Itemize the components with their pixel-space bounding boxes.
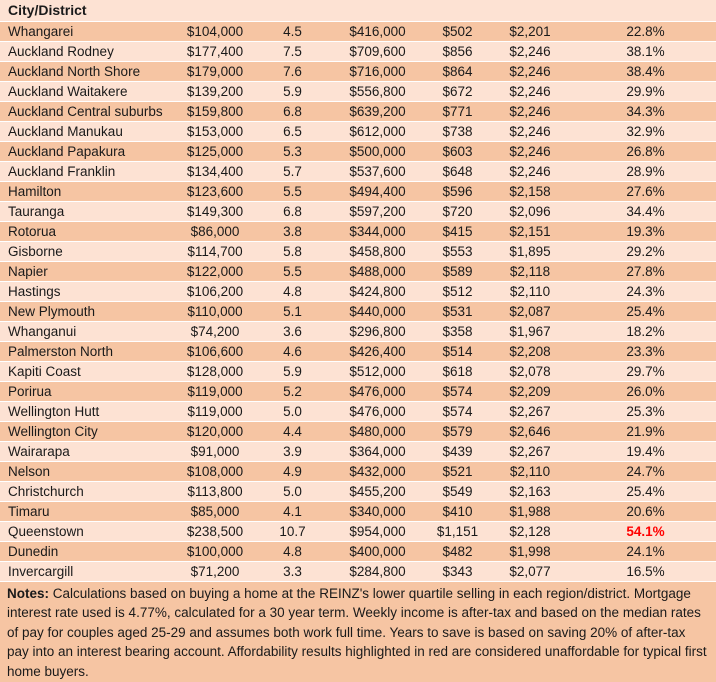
value-cell: 7.5: [283, 44, 302, 59]
value-cell: 5.0: [283, 404, 302, 419]
value-cell: $482: [442, 544, 473, 559]
value-cell: $100,000: [186, 544, 244, 559]
value-cell: $426,400: [349, 344, 406, 359]
value-cell: 19.3%: [626, 224, 665, 239]
value-cell: 25.4%: [626, 484, 665, 499]
value-cell: 3.8: [283, 224, 302, 239]
city-cell: Napier: [8, 264, 48, 279]
value-cell: $720: [442, 204, 473, 219]
city-cell: Palmerston North: [8, 344, 114, 359]
value-cell: 34.3%: [626, 104, 665, 119]
value-cell: $410: [442, 504, 473, 519]
table-row: [0, 262, 716, 282]
value-cell: 23.3%: [626, 344, 665, 359]
value-cell: 38.4%: [626, 64, 665, 79]
value-cell: $672: [442, 84, 473, 99]
value-cell: $113,800: [187, 484, 243, 499]
value-cell: $2,201: [509, 24, 551, 39]
table-header-row: [0, 0, 716, 22]
value-cell: $603: [442, 144, 473, 159]
city-cell: Tauranga: [8, 204, 65, 219]
value-cell: 25.3%: [626, 404, 665, 419]
value-cell: 54.1%: [626, 524, 665, 539]
table-row: [0, 302, 716, 322]
value-cell: 5.5: [283, 264, 302, 279]
city-cell: Wellington City: [8, 424, 98, 439]
value-cell: $2,246: [509, 84, 551, 99]
value-cell: $2,158: [509, 184, 551, 199]
value-cell: $954,000: [349, 524, 406, 539]
table-row: [0, 162, 716, 182]
value-cell: $238,500: [186, 524, 244, 539]
value-cell: 4.8: [283, 544, 302, 559]
value-cell: 10.7: [279, 524, 306, 539]
table-row: [0, 362, 716, 382]
value-cell: 22.8%: [626, 24, 665, 39]
table-row: [0, 402, 716, 422]
table-row: [0, 82, 716, 102]
value-cell: $340,000: [349, 504, 406, 519]
city-cell: Invercargill: [8, 564, 74, 579]
value-cell: $553: [442, 244, 473, 259]
value-cell: $502: [442, 24, 473, 39]
table-row: [0, 222, 716, 242]
value-cell: $476,000: [349, 404, 406, 419]
value-cell: $2,118: [509, 264, 551, 279]
value-cell: $512: [442, 284, 473, 299]
value-cell: $556,800: [349, 84, 406, 99]
value-cell: $2,078: [509, 364, 551, 379]
city-cell: Gisborne: [8, 244, 63, 259]
value-cell: $738: [442, 124, 473, 139]
value-cell: $455,200: [349, 484, 406, 499]
value-cell: $1,967: [509, 324, 551, 339]
value-cell: $2,087: [509, 304, 551, 319]
value-cell: $134,400: [186, 164, 244, 179]
value-cell: $2,151: [509, 224, 551, 239]
value-cell: $574: [442, 384, 473, 399]
value-cell: $574: [442, 404, 473, 419]
value-cell: 5.8: [283, 244, 302, 259]
value-cell: $104,000: [186, 24, 244, 39]
value-cell: 6.8: [283, 104, 302, 119]
table-row: [0, 202, 716, 222]
value-cell: $108,000: [186, 464, 244, 479]
value-cell: $106,600: [186, 344, 244, 359]
value-cell: 5.9: [283, 364, 302, 379]
value-cell: $440,000: [349, 304, 406, 319]
value-cell: $364,000: [349, 444, 406, 459]
table-row: [0, 322, 716, 342]
value-cell: $1,151: [436, 524, 479, 539]
value-cell: $1,988: [509, 504, 551, 519]
value-cell: $2,163: [509, 484, 551, 499]
value-cell: $120,000: [186, 424, 244, 439]
value-cell: $596: [442, 184, 473, 199]
value-cell: 38.1%: [626, 44, 665, 59]
value-cell: 29.9%: [626, 84, 665, 99]
table-row: [0, 562, 716, 582]
city-cell: Queenstown: [8, 524, 84, 539]
value-cell: 5.9: [283, 84, 302, 99]
notes-label: Notes:: [7, 586, 50, 601]
value-cell: $149,300: [186, 204, 244, 219]
value-cell: $2,246: [509, 104, 551, 119]
table-row: [0, 102, 716, 122]
value-cell: 4.5: [283, 24, 302, 39]
value-cell: $537,600: [349, 164, 406, 179]
city-district-header: City/District: [8, 2, 87, 18]
value-cell: $639,200: [349, 104, 406, 119]
city-cell: Christchurch: [8, 484, 84, 499]
value-cell: $856: [442, 44, 473, 59]
value-cell: 5.5: [283, 184, 302, 199]
table-row: [0, 522, 716, 542]
city-cell: Whangarei: [8, 24, 74, 39]
value-cell: $494,400: [349, 184, 406, 199]
table-row: [0, 382, 716, 402]
value-cell: $458,800: [349, 244, 406, 259]
value-cell: 26.8%: [626, 144, 665, 159]
value-cell: $488,000: [349, 264, 406, 279]
value-cell: $2,110: [509, 464, 551, 479]
city-cell: Whanganui: [8, 324, 77, 339]
value-cell: $128,000: [186, 364, 244, 379]
value-cell: 24.1%: [626, 544, 665, 559]
table-row: [0, 422, 716, 442]
value-cell: $709,600: [349, 44, 406, 59]
value-cell: $343: [442, 564, 473, 579]
value-cell: 21.9%: [626, 424, 665, 439]
value-cell: 32.9%: [626, 124, 665, 139]
value-cell: $114,700: [187, 244, 243, 259]
table-row: [0, 142, 716, 162]
city-cell: Auckland Manukau: [8, 124, 123, 139]
value-cell: 4.6: [283, 344, 302, 359]
table-row: [0, 342, 716, 362]
city-cell: Dunedin: [8, 544, 59, 559]
value-cell: 5.0: [283, 484, 302, 499]
value-cell: 4.4: [283, 424, 302, 439]
value-cell: $424,800: [349, 284, 406, 299]
value-cell: $531: [442, 304, 473, 319]
value-cell: $1,998: [509, 544, 551, 559]
value-cell: $344,000: [349, 224, 406, 239]
value-cell: $415: [442, 224, 473, 239]
value-cell: $119,000: [187, 384, 243, 399]
value-cell: $2,096: [509, 204, 551, 219]
value-cell: $2,246: [509, 144, 551, 159]
value-cell: 34.4%: [626, 204, 665, 219]
value-cell: $618: [442, 364, 473, 379]
value-cell: 18.2%: [626, 324, 665, 339]
value-cell: $771: [442, 104, 473, 119]
table-row: [0, 182, 716, 202]
value-cell: $86,000: [190, 224, 240, 239]
value-cell: 28.9%: [626, 164, 665, 179]
table-row: [0, 42, 716, 62]
value-cell: $2,110: [509, 284, 551, 299]
value-cell: 5.3: [283, 144, 302, 159]
value-cell: 3.6: [283, 324, 302, 339]
value-cell: 4.9: [283, 464, 302, 479]
value-cell: $2,267: [509, 404, 551, 419]
city-cell: Porirua: [8, 384, 52, 399]
value-cell: 3.9: [283, 444, 302, 459]
value-cell: $2,209: [509, 384, 551, 399]
value-cell: 29.2%: [626, 244, 665, 259]
value-cell: $2,208: [509, 344, 551, 359]
table-body: [0, 22, 716, 582]
value-cell: $91,000: [190, 444, 240, 459]
value-cell: $597,200: [349, 204, 406, 219]
city-cell: Auckland Franklin: [8, 164, 116, 179]
value-cell: $296,800: [349, 324, 406, 339]
value-cell: $358: [442, 324, 473, 339]
table-row: [0, 62, 716, 82]
city-cell: Auckland Waitakere: [8, 84, 128, 99]
value-cell: $500,000: [349, 144, 406, 159]
value-cell: $125,000: [186, 144, 244, 159]
notes-text: Calculations based on buying a home at the REINZ's lower quartile selling in each region/district. Mortgage interest rate used is 4.77%, calculated for a 30 year term. Weekly income is after-tax and based on the median rates of pay for couples aged 25-29 and assumes both work full time. Years to save is based on saving 20% of after-tax pay into an interest bearing account. Affordability results highlighted in red are considered unaffordable for typical first home buyers.: [7, 586, 707, 679]
value-cell: $139,200: [186, 84, 244, 99]
value-cell: 27.8%: [626, 264, 665, 279]
value-cell: $648: [442, 164, 473, 179]
value-cell: $2,646: [509, 424, 551, 439]
table-row: [0, 242, 716, 262]
value-cell: 25.4%: [626, 304, 665, 319]
value-cell: $106,200: [186, 284, 244, 299]
value-cell: 3.3: [283, 564, 302, 579]
value-cell: 27.6%: [626, 184, 665, 199]
city-cell: Nelson: [8, 464, 51, 479]
value-cell: 6.5: [283, 124, 302, 139]
value-cell: 26.0%: [626, 384, 665, 399]
value-cell: $400,000: [349, 544, 406, 559]
value-cell: $579: [442, 424, 473, 439]
table-row: [0, 22, 716, 42]
city-cell: Auckland Papakura: [8, 144, 126, 159]
value-cell: $512,000: [349, 364, 406, 379]
value-cell: 24.3%: [626, 284, 665, 299]
city-cell: Rotorua: [8, 224, 57, 239]
value-cell: $1,895: [509, 244, 551, 259]
value-cell: $284,800: [349, 564, 406, 579]
value-cell: $864: [442, 64, 473, 79]
table-row: [0, 122, 716, 142]
city-cell: Hastings: [8, 284, 61, 299]
city-cell: Auckland Central suburbs: [8, 104, 163, 119]
value-cell: 5.2: [283, 384, 302, 399]
value-cell: $416,000: [349, 24, 406, 39]
value-cell: 5.7: [283, 164, 302, 179]
table-row: [0, 282, 716, 302]
city-cell: New Plymouth: [8, 304, 96, 319]
value-cell: $589: [442, 264, 473, 279]
value-cell: $153,000: [186, 124, 244, 139]
value-cell: 24.7%: [626, 464, 665, 479]
city-cell: Auckland Rodney: [8, 44, 114, 59]
value-cell: 29.7%: [626, 364, 665, 379]
value-cell: 16.5%: [626, 564, 665, 579]
value-cell: $119,000: [187, 404, 243, 419]
value-cell: $439: [442, 444, 473, 459]
city-cell: Auckland North Shore: [8, 64, 141, 79]
table-row: [0, 462, 716, 482]
value-cell: $2,077: [509, 564, 551, 579]
city-cell: Wairarapa: [8, 444, 70, 459]
value-cell: $476,000: [349, 384, 406, 399]
value-cell: $159,800: [186, 104, 244, 119]
value-cell: $549: [442, 484, 473, 499]
value-cell: $2,246: [509, 64, 551, 79]
value-cell: $110,000: [187, 304, 243, 319]
value-cell: $521: [442, 464, 473, 479]
value-cell: $514: [442, 344, 473, 359]
value-cell: 6.8: [283, 204, 302, 219]
value-cell: 19.4%: [626, 444, 665, 459]
value-cell: $179,000: [186, 64, 244, 79]
value-cell: $123,600: [186, 184, 244, 199]
value-cell: $122,000: [186, 264, 244, 279]
table-row: [0, 542, 716, 562]
value-cell: $612,000: [349, 124, 406, 139]
value-cell: $2,246: [509, 164, 551, 179]
city-cell: Hamilton: [8, 184, 62, 199]
value-cell: $432,000: [349, 464, 406, 479]
value-cell: $480,000: [349, 424, 406, 439]
value-cell: 4.8: [283, 284, 302, 299]
value-cell: 5.1: [283, 304, 302, 319]
value-cell: $2,246: [509, 124, 551, 139]
value-cell: $716,000: [349, 64, 406, 79]
table-row: [0, 502, 716, 522]
value-cell: 20.6%: [626, 504, 665, 519]
notes: [0, 582, 716, 682]
value-cell: $71,200: [190, 564, 240, 579]
city-cell: Wellington Hutt: [8, 404, 100, 419]
city-cell: Timaru: [8, 504, 50, 519]
city-cell: Kapiti Coast: [8, 364, 81, 379]
value-cell: $177,400: [186, 44, 244, 59]
value-cell: 4.1: [283, 504, 302, 519]
value-cell: $85,000: [190, 504, 240, 519]
table-row: [0, 442, 716, 462]
table-row: [0, 482, 716, 502]
value-cell: $2,246: [509, 44, 551, 59]
value-cell: $2,267: [509, 444, 551, 459]
value-cell: $74,200: [190, 324, 240, 339]
value-cell: $2,128: [509, 524, 551, 539]
value-cell: 7.6: [283, 64, 302, 79]
